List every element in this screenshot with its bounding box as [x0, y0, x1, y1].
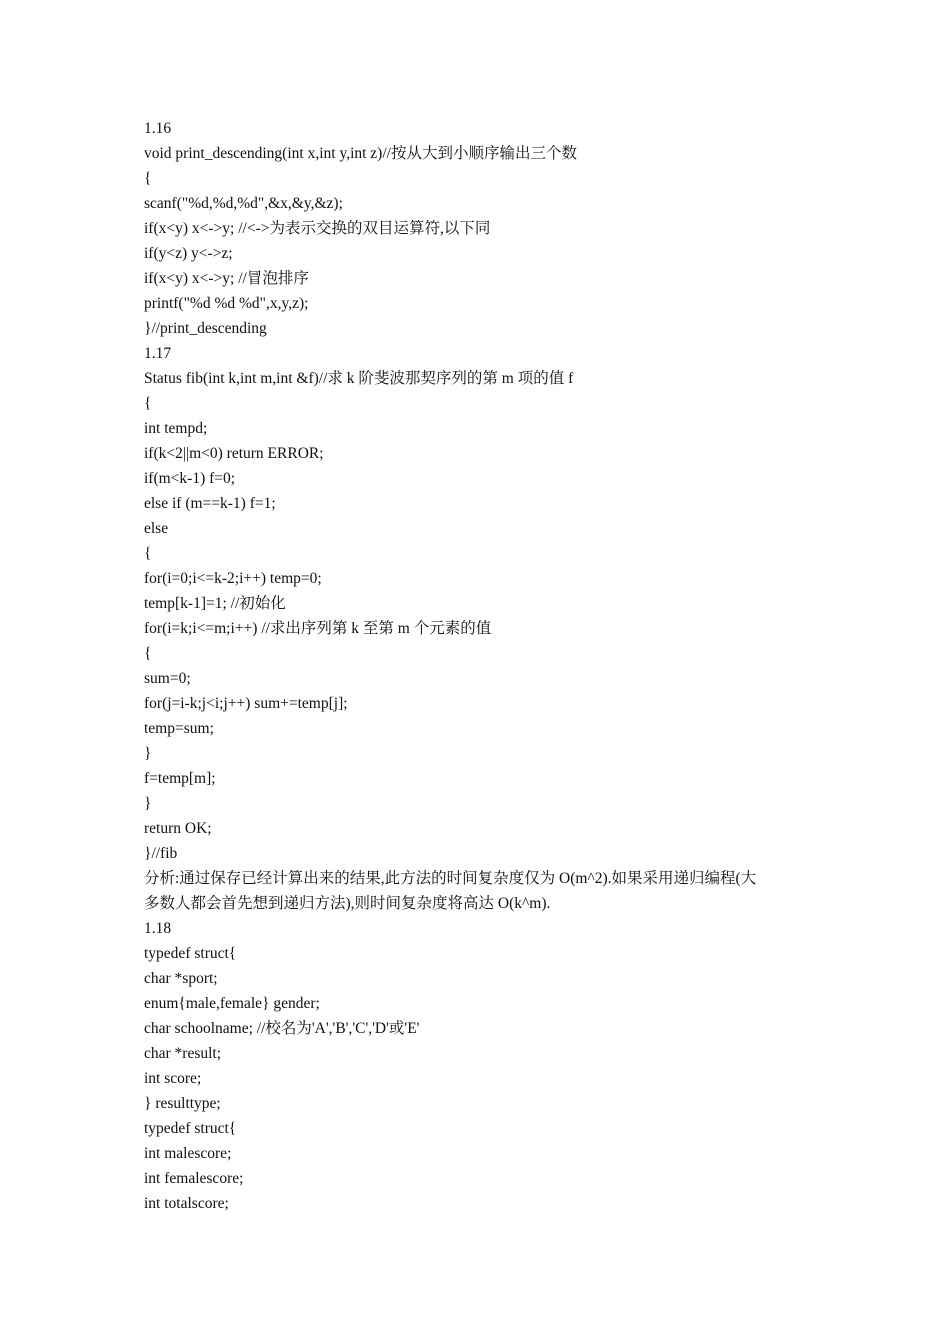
- section-heading: 1.16: [144, 120, 172, 137]
- code-line: temp[k-1]=1; //初始化: [144, 595, 286, 612]
- code-line: sum=0;: [144, 670, 191, 687]
- section-heading: 1.17: [144, 345, 172, 362]
- code-line: for(i=0;i<=k-2;i++) temp=0;: [144, 570, 322, 587]
- code-line: int femalescore;: [144, 1170, 244, 1187]
- code-line: typedef struct{: [144, 1120, 237, 1137]
- code-line: int tempd;: [144, 420, 208, 437]
- code-line: }: [144, 795, 152, 812]
- code-line: if(x<y) x<->y; //<->为表示交换的双目运算符,以下同: [144, 220, 491, 237]
- code-line: char schoolname; //校名为'A','B','C','D'或'E': [144, 1020, 420, 1037]
- code-line: }//fib: [144, 845, 178, 862]
- code-line: }: [144, 745, 152, 762]
- code-line: {: [144, 545, 152, 562]
- section-heading: 1.18: [144, 920, 172, 937]
- analysis-text: 多数人都会首先想到递归方法),则时间复杂度将高达 O(k^m).: [144, 895, 551, 912]
- analysis-text: 分析:通过保存已经计算出来的结果,此方法的时间复杂度仅为 O(m^2).如果采用递归编程(大: [144, 870, 757, 887]
- code-line: f=temp[m];: [144, 770, 216, 787]
- code-line: scanf("%d,%d,%d",&x,&y,&z);: [144, 195, 343, 212]
- code-line: int score;: [144, 1070, 202, 1087]
- code-line: Status fib(int k,int m,int &f)//求 k 阶斐波那契序列的第 m 项的值 f: [144, 370, 574, 387]
- code-line: for(i=k;i<=m;i++) //求出序列第 k 至第 m 个元素的值: [144, 620, 492, 637]
- document-body: [144, 116, 824, 1216]
- code-line: char *result;: [144, 1045, 222, 1062]
- code-line: void print_descending(int x,int y,int z)//按从大到小顺序输出三个数: [144, 145, 577, 162]
- code-line: if(m<k-1) f=0;: [144, 470, 236, 487]
- code-line: else: [144, 520, 169, 537]
- code-line: if(k<2||m<0) return ERROR;: [144, 445, 324, 462]
- code-line: return OK;: [144, 820, 212, 837]
- code-line: for(j=i-k;j<i;j++) sum+=temp[j];: [144, 695, 348, 712]
- code-line: else if (m==k-1) f=1;: [144, 495, 276, 512]
- code-line: int totalscore;: [144, 1195, 229, 1212]
- code-line: enum{male,female} gender;: [144, 995, 320, 1012]
- code-line: if(x<y) x<->y; //冒泡排序: [144, 270, 309, 287]
- code-line: if(y<z) y<->z;: [144, 245, 233, 262]
- code-line: printf("%d %d %d",x,y,z);: [144, 295, 309, 312]
- code-line: {: [144, 395, 152, 412]
- code-line: typedef struct{: [144, 945, 237, 962]
- code-line: {: [144, 170, 152, 187]
- code-line: char *sport;: [144, 970, 218, 987]
- code-line: } resulttype;: [144, 1095, 221, 1112]
- code-line: {: [144, 645, 152, 662]
- code-line: }//print_descending: [144, 320, 267, 337]
- code-line: temp=sum;: [144, 720, 214, 737]
- code-line: int malescore;: [144, 1145, 232, 1162]
